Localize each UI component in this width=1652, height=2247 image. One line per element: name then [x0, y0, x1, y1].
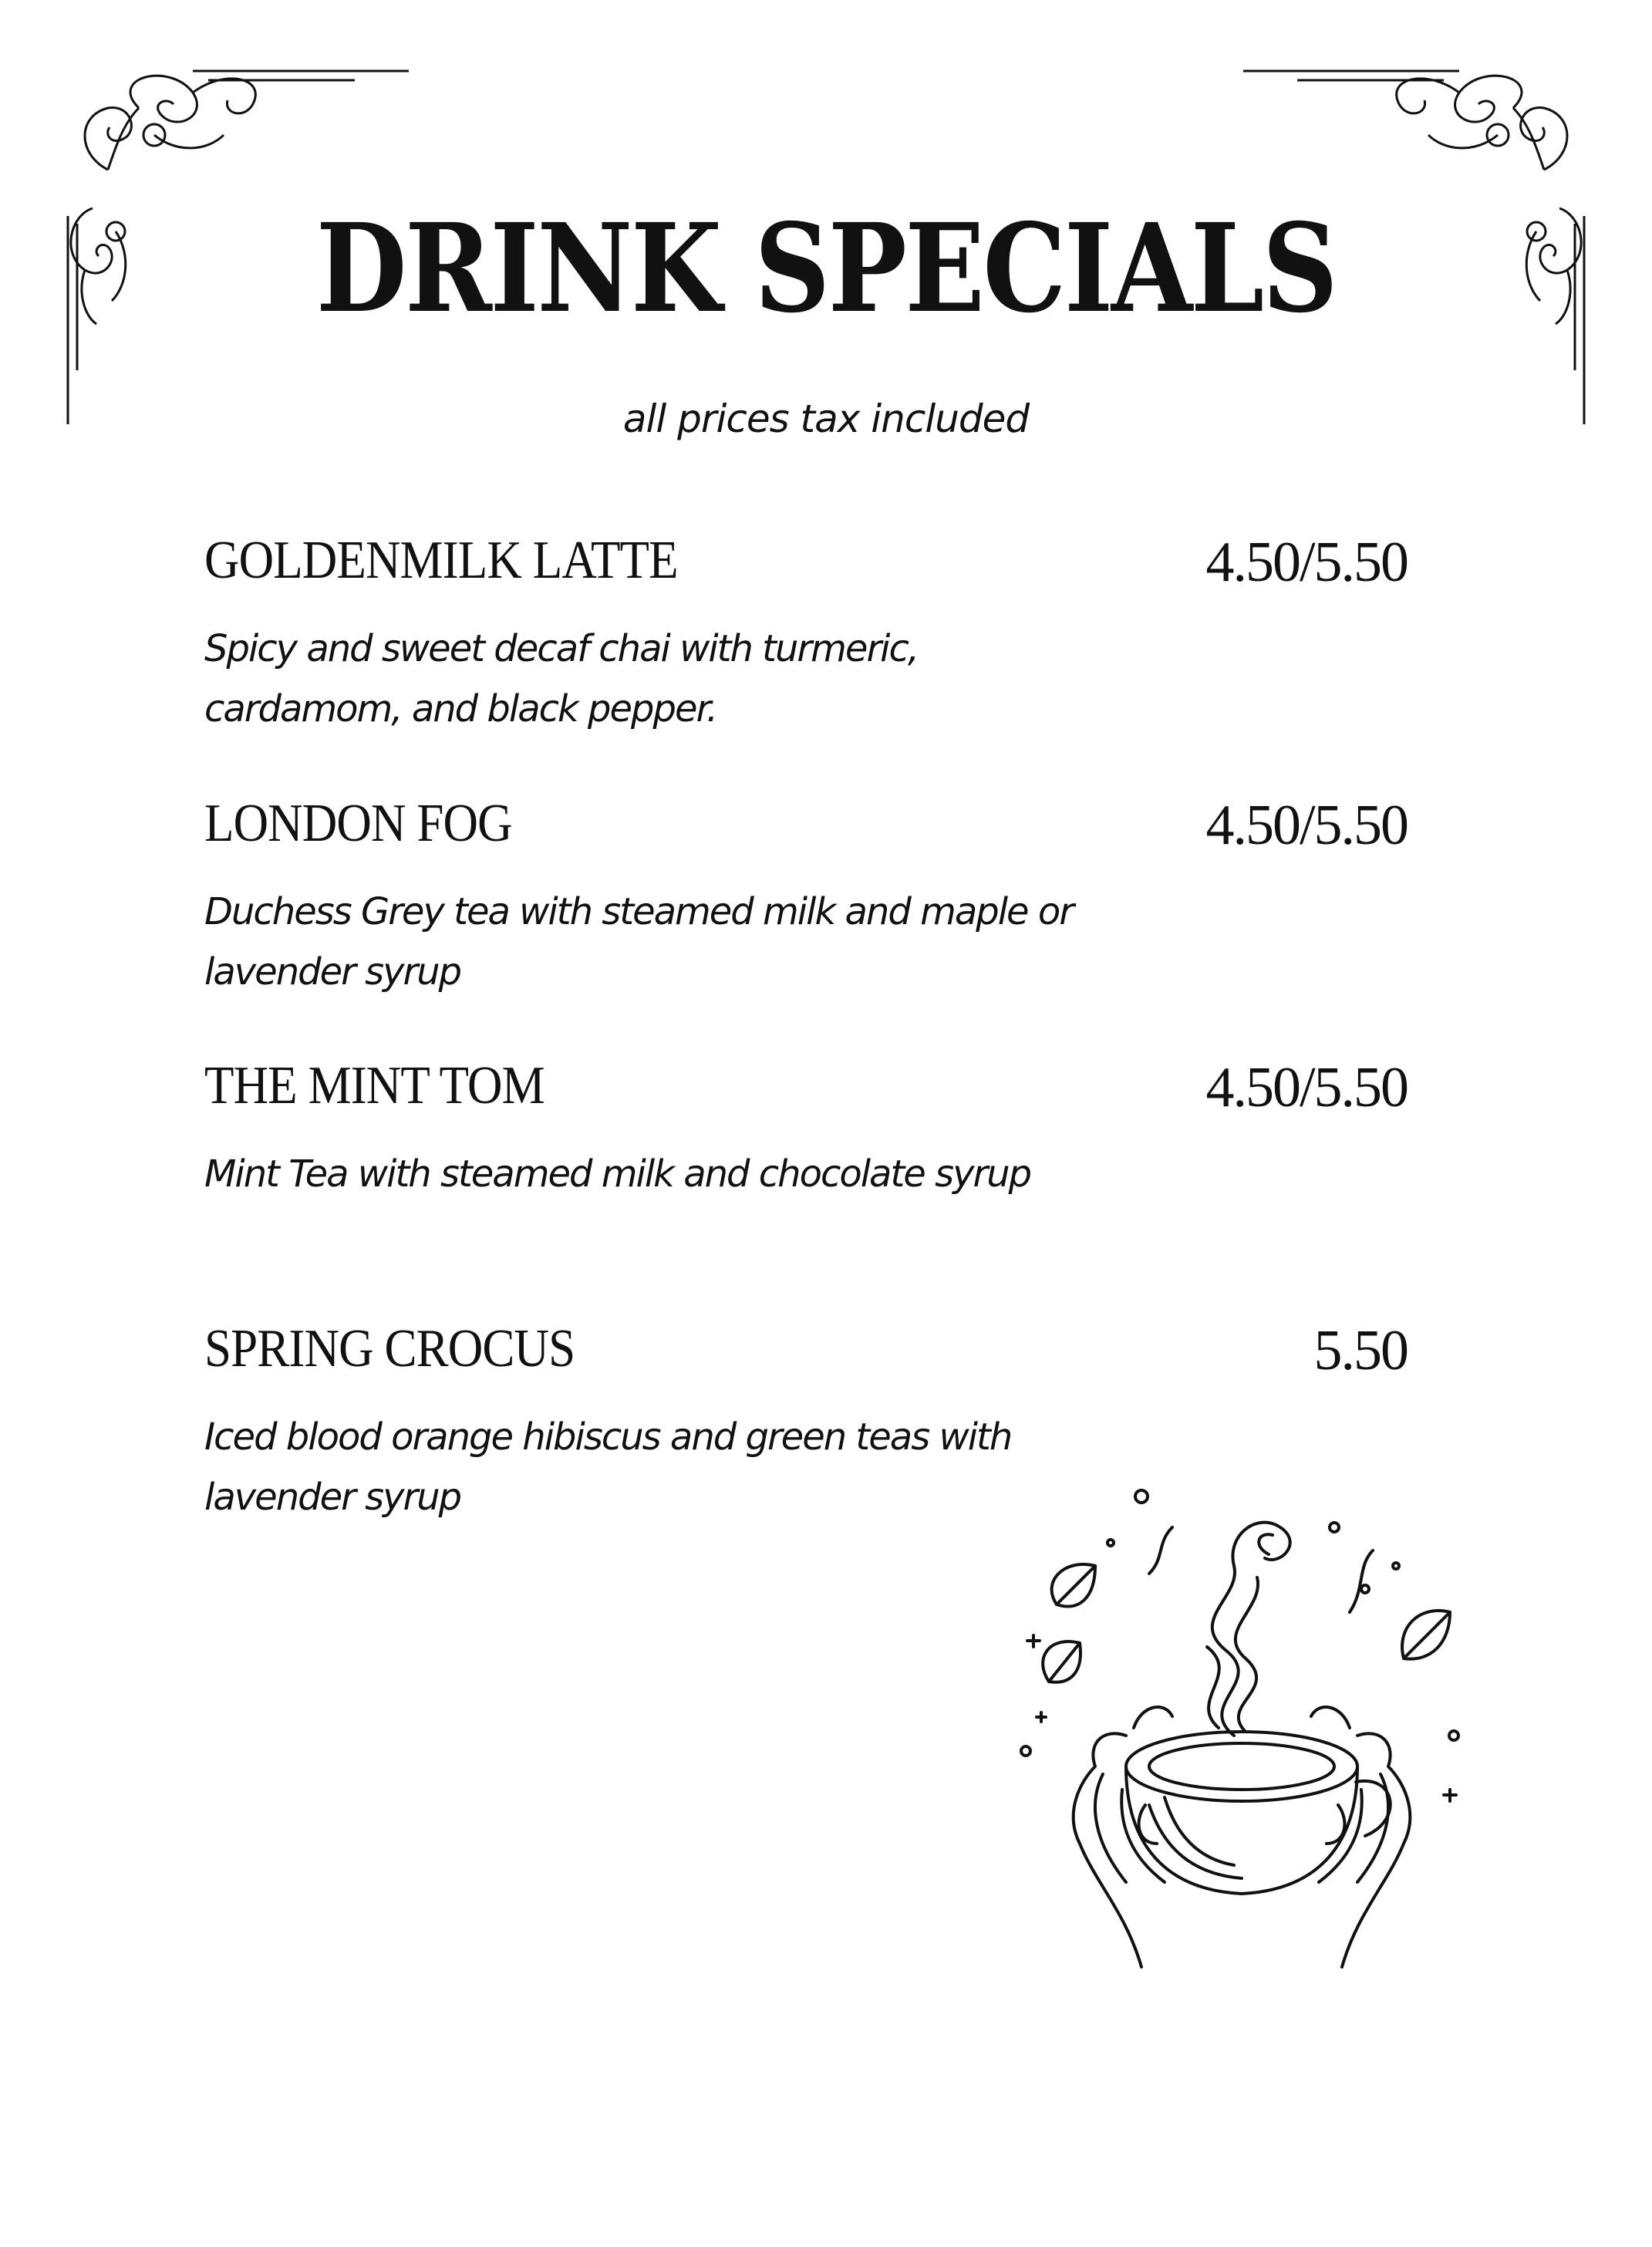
menu-item	[204, 1056, 1408, 1196]
menu-item-name: THE MINT TOM	[204, 1056, 544, 1115]
menu-item-price: 4.50/5.50	[1205, 1056, 1408, 1119]
menu-item-header	[204, 1056, 1408, 1129]
menu-item-description: Iced blood orange hibiscus and green teas with lavender syrup	[204, 1415, 1012, 1519]
page-title: DRINK SPECIALS	[315, 197, 1337, 340]
menu-item-description: Spicy and sweet decaf chai with turmeric, cardamom, and black pepper.	[204, 627, 919, 730]
menu-item	[204, 1319, 1408, 1519]
menu-item-header	[204, 794, 1408, 866]
menu-item-price: 4.50/5.50	[1205, 531, 1408, 594]
menu-item-description: Mint Tea with steamed milk and chocolate syrup	[204, 1152, 1031, 1196]
menu-item-description: Duchess Grey tea with steamed milk and maple or lavender syrup	[204, 890, 1073, 994]
menu-item-name: GOLDENMILK LATTE	[204, 531, 678, 590]
menu-item-name: LONDON FOG	[204, 794, 512, 853]
page-subtitle: all prices tax included	[622, 396, 1030, 441]
menu-item-header	[204, 1319, 1408, 1392]
menu-item	[204, 531, 1408, 730]
menu-item-name: SPRING CROCUS	[204, 1319, 575, 1378]
menu-item-price: 5.50	[1313, 1319, 1408, 1382]
menu-item-price: 4.50/5.50	[1205, 794, 1408, 857]
menu-item-header	[204, 531, 1408, 603]
hands-holding-tea-cup-icon	[1010, 1481, 1473, 1975]
menu-item	[204, 794, 1408, 994]
